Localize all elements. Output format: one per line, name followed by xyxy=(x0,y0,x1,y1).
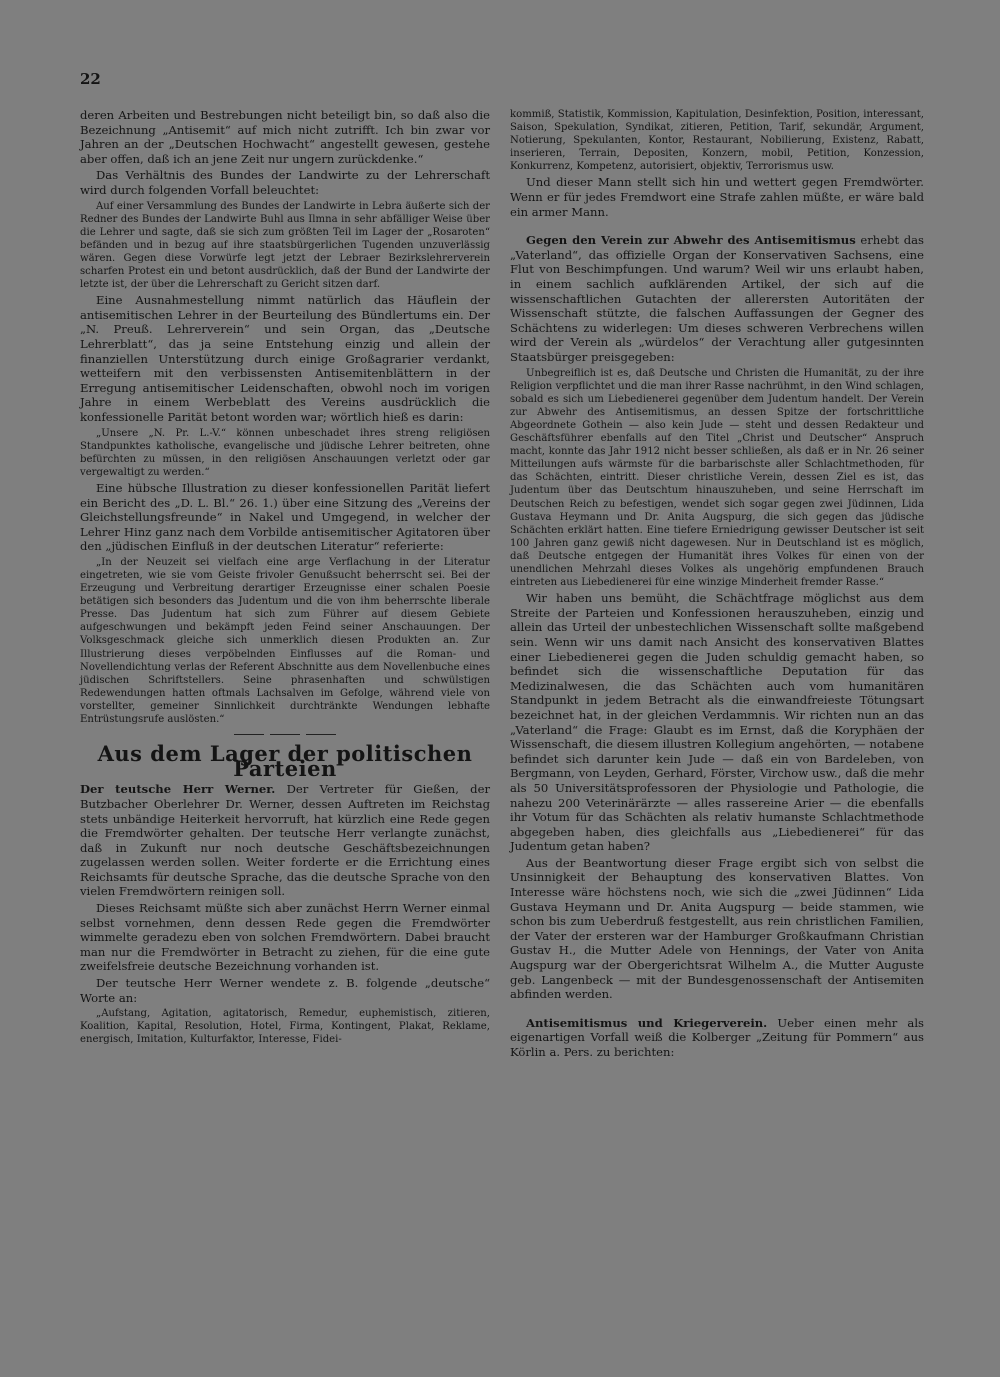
paragraph xyxy=(510,1016,924,1060)
article-heading: Antisemitismus und Kriegerverein. xyxy=(526,1015,768,1030)
section-title: Aus dem Lager der politischen Parteien xyxy=(97,741,473,781)
article-text: Der Vertreter für Gießen, der Butzbacher Oberlehrer Dr. Werner, dessen Auftreten im Reichstag stets unbändige Heiterkeit hervorruft, hat kürzlich eine Rede gegen die Fremdwörter gehalten. Der teutsche Herr verlangte zunächst, daß in Zukunft nur noch deutsche Geschäftsbezeichnungen zugelassen werden sollen. Weiter forderte er die Errichtung eines Reichsamts für deutsche Sprache, das die deutsche Sprache von den vielen Fremdwörtern reinigen soll. xyxy=(80,782,490,899)
paragraph: Wir haben uns bemüht, die Schächtfrage möglichst aus dem Streite der Parteien und Konfessionen herauszuheben, einzig und allein das Urteil der unbestechlichen Wissenschaft sollte maßgebend sein. Wenn wir uns damit nach Ansicht des konservativen Blattes einer Liebedienerei gegen die Juden schuldig gemacht haben, so befindet sich die wissenschaftliche Deputation für das Medizinalwesen, die das Schächten auch vom humanitären Standpunkt in jedem Betracht als die einwandfreieste Tötungsart bezeichnet hat, in der gleichen Verdammnis. Wir richten nun an das „Vaterland“ die Frage: Glaubt es im Ernst, daß die Koryphäen der Wissenschaft, die diesem illustren Kollegium angehörten, — notabene befindet sich darunter kein Jude — daß ein von Bardeleben, von Bergmann, von Leyden, Gerhard, Förster, Virchow usw., daß die mehr als 50 Universitätsprofessoren der Physiologie und Pathologie, die nahezu 200 Veterinärärzte — alles rassereine Arier — die ebenfalls ihr Votum für das Schächten als relativ humanste Schlachtmethode abgegeben haben, dies gleichfalls aus „Liebedienerei“ für das Judentum getan haben? xyxy=(510,591,924,854)
article-text: erhebt das „Vaterland“, das offizielle Organ der Konservativen Sachsens, eine Flut von Beschimpfungen. Und warum? Weil wir uns erlaubt haben, in einem sachlich aufklärenden Artikel, der sich auf die wissenschaftlichen Gutachten der allerersten Autoritäten der Wissenschaft stützte, die falschen Auffassungen der Gegner des Schächtens zu widerlegen: Um dieses schweren Verbrechens willen wird der Verein als „würdelos“ der Verachtung aller gutgesinnten Staatsbürger preisgegeben: xyxy=(510,233,925,364)
quotation: Auf einer Versammlung des Bundes der Landwirte in Lebra äußerte sich der Redner des Bundes der Landwirte Buhl aus Ilmna in sehr abfälliger Weise über die Lehrer und sagte, daß sie sich zum größten Teil im Lager der „Rosaroten“ befänden und in bezug auf ihre staatsbürgerlichen Tugenden unzuverlässig wären. Gegen diese Vorwürfe legt jetzt der Lebraer Bezirkslehrerverein scharfen Protest ein und betont ausdrücklich, daß der Bund der Landwirte der letzte ist, der über die Lehrerschaft zu Gericht sitzen darf. xyxy=(80,200,490,291)
article-heading: Der teutsche Herr Werner. xyxy=(80,782,276,797)
quotation: Unbegreiflich ist es, daß Deutsche und Christen die Humanität, zu der ihre Religion verpflichtet und die man ihrer Rasse nachrühmt, in den Wind schlagen, sobald es sich um Liebedienerei gegenüber dem Judentum handelt. Der Verein zur Abwehr des Antisemitismus, an dessen Spitze der fortschrittliche Abgeordnete Gothein — also kein Jude — steht und dessen Redakteur und Geschäftsführer ebenfalls auf den Titel „Christ und Deutscher“ Anspruch macht, konnte das Jahr 1912 nicht besser schließen, als daß er in Nr. 26 seiner Mitteilungen aufs wärmste für die barbarischste aller Schlachtmethoden, für das Schächten, eintritt. Dieser christliche Verein, dessen Ziel es ist, das Judentum über das Deutschtum hinauszuheben, und seine Herrschaft im Deutschen Reich zu befestigen, wendet sich sogar gegen zwei Jüdinnen, Lida Gustava Heymann und Dr. Anita Augspurg, die sich gegen das jüdische Schächten erklärt hatten. Eine tiefere Erniedrigung gewisser Deutscher ist seit 100 Jahren ganz gewiß nicht dagewesen. Nur in Deutschland ist es möglich, daß Deutsche entgegen der Humanität ihres Volkes für einen von der unendlichen Mehrzahl dieses Volkes als ungehörig empfundenen Brauch eintreten aus Liebedienerei für eine winzige Minderheit fremder Rasse.“ xyxy=(510,367,924,589)
quotation: „In der Neuzeit sei vielfach eine arge Verflachung in der Literatur eingetreten, wie sie vom Geiste frivoler Genußsucht beherrscht sei. Bei der Erzeugung und Verbreitung derartiger Erzeugnisse einer schalen Poesie betätigen sich besonders das Judentum und die von ihm beherrschte liberale Presse. Das Judentum hat sich zum Führer auf diesem Gebiete aufgeschwungen und bekämpft jeden Feind seiner Anschauungen. Der Volksgeschmack gleiche sich unmerklich diesen Produkten an. Zur Illustrierung dieses verpöbelnden Einflusses auf die Roman- und Novellendichtung verlas der Referent Abschnitte aus dem Novellenbuche eines jüdischen Schriftstellers. Seine phrasenhaften und schwülstigen Redewendungen hatten oftmals Lachsalven im Gefolge, während viele von vorstellter, gemeiner Sinnlichkeit durchtränkte Wendungen lebhafte Entrüstungsrufe auslösten.“ xyxy=(80,556,490,726)
paragraph: Und dieser Mann stellt sich hin und wettert gegen Fremdwörter. Wenn er für jedes Fremdwort eine Strafe zahlen müßte, er wäre bald ein armer Mann. xyxy=(510,175,924,219)
article-heading: Gegen den Verein zur Abwehr des Antisemitismus xyxy=(526,233,856,248)
paragraph: Der teutsche Herr Werner wendete z. B. folgende „deutsche“ Worte an: xyxy=(80,976,490,1005)
paragraph: Das Verhältnis des Bundes der Landwirte zu der Lehrerschaft wird durch folgenden Vorfall beleuchtet: xyxy=(80,168,490,197)
paragraph xyxy=(510,233,924,364)
spacer xyxy=(510,1004,924,1016)
spacer xyxy=(510,221,924,233)
quotation: „Unsere „N. Pr. L.-V.“ können unbeschadet ihres streng religiösen Standpunktes katholische, evangelische und jüdische Lehrer beitreten, ohne befürchten zu müssen, in den religiösen Anschauungen verletzt oder gar vergewaltigt zu werden.“ xyxy=(80,427,490,478)
divider xyxy=(80,734,490,735)
paragraph: Eine Ausnahmestellung nimmt natürlich das Häuflein der antisemitischen Lehrer in der Beurteilung des Bündlertums ein. Der „N. Preuß. Lehrerverein“ und sein Organ, das „Deutsche Lehrerblatt“, das ja seine Entstehung einzig und allein der finanziellen Unterstützung durch einige Großagrarier verdankt, wetteifern mit den verbissensten Antisemitenblättern in der Erregung antisemitischer Leidenschaften, obwohl noch im vorigen Jahre in einem Werbeblatt des Vereins ausdrücklich die konfessionelle Parität betont worden war; wörtlich hieß es darin: xyxy=(80,293,490,424)
paragraph: Aus der Beantwortung dieser Frage ergibt sich von selbst die Unsinnigkeit der Behauptung des konservativen Blattes. Von Interesse wäre höchstens noch, wie sich die „zwei Jüdinnen“ Lida Gustava Heymann und Dr. Anita Augspurg — beide stammen, wie schon bis zum Ueberdruß festgestellt, aus rein christlichen Familien, der Vater der ersteren war der Hamburger Großkaufmann Christian Gustav H., die Mutter Adele von Hennings, der Vater von Anita Augspurg war der Obergerichtsrat Wilhelm A., die Mutter Auguste geb. Langenbeck — mit der Bundesgenossenschaft der Antisemiten abfinden werden. xyxy=(510,855,924,1002)
paragraph: Eine hübsche Illustration zu dieser konfessionellen Parität liefert ein Bericht des „D. L. Bl.“ 26. 1.) über eine Sitzung des „Vereins der Gleichstellungsfreunde“ in Nakel und Umgegend, in welcher der Lehrer Hinz ganz nach dem Vorbilde antisemitischer Agitatoren über den „jüdischen Einfluß in der deutschen Literatur“ referierte: xyxy=(80,480,490,554)
quotation: kommiß, Statistik, Kommission, Kapitulation, Desinfektion, Position, interessant, Saison, Spekulation, Syndikat, zitieren, Petition, Tarif, sekundär, Argument, Notierung, Spekulanten, Kontor, Restaurant, Nobilierung, Existenz, Rabatt, inserieren, Terrain, Depositen, Konzern, mobil, Petition, Konzession, Konkurrenz, Kompetenz, autorisiert, objektiv, Terrorismus usw. xyxy=(510,109,924,173)
page-number: 22 xyxy=(80,70,101,88)
quotation: „Aufstang, Agitation, agitatorisch, Remedur, euphemistisch, zitieren, Koalition, Kapital, Resolution, Hotel, Firma, Kontingent, Plakat, Reklame, energisch, Imitation, Kulturfaktor, Interesse, Fidei- xyxy=(80,1008,490,1046)
paragraph xyxy=(80,782,490,899)
left-column xyxy=(80,108,490,1049)
paragraph: deren Arbeiten und Bestrebungen nicht beteiligt bin, so daß also die Bezeichnung „Antisemit“ auf mich nicht zutrifft. Ich bin zwar vor Jahren an der „Deutschen Hochwacht“ angestellt gewesen, gestehe aber offen, daß ich an jene Zeit nur ungern zurückdenke.“ xyxy=(80,108,490,166)
article-text: Ueber einen mehr als eigenartigen Vorfall weiß die Kolberger „Zeitung für Pommern“ aus Körlin a. Pers. zu berichten: xyxy=(510,1015,924,1059)
paragraph: Dieses Reichsamt müßte sich aber zunächst Herrn Werner einmal selbst vornehmen, denn dessen Rede gegen die Fremdwörter wimmelte geradezu eben von solchen Fremdwörtern. Dabei braucht man nur die Fremdwörter in Betracht zu ziehen, für die eine gute zweifelsfreie deutsche Bezeichnung vorhanden ist. xyxy=(80,901,490,974)
right-column xyxy=(510,108,924,1062)
